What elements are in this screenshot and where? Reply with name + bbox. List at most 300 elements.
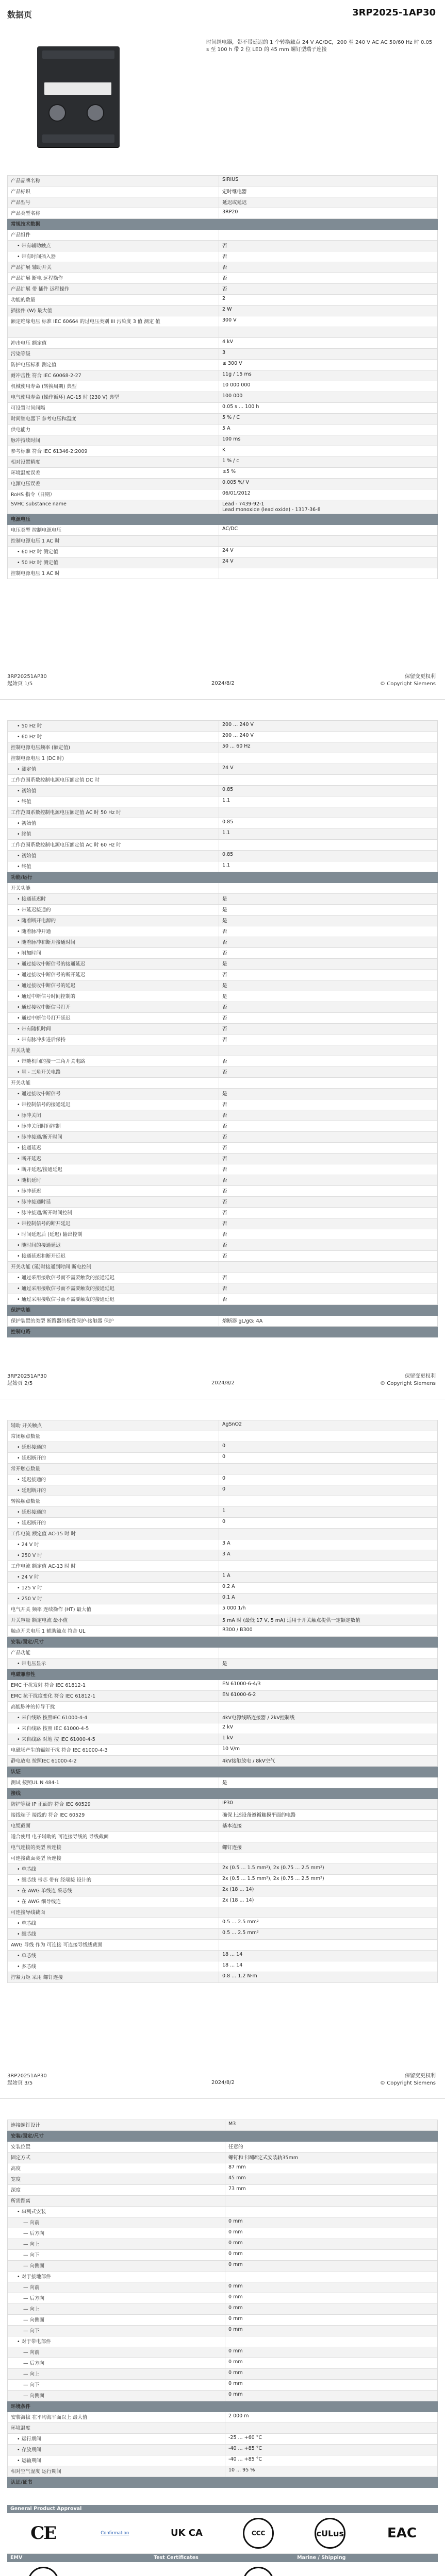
- spec-key: • 24 V 时: [8, 1572, 219, 1583]
- spec-key: • 带有脉冲步进后保持: [8, 1035, 219, 1045]
- spec-value: [219, 403, 438, 414]
- spec-row: [8, 948, 438, 959]
- spec-value: [219, 1327, 438, 1337]
- spec-value: [219, 926, 438, 937]
- section-header-row: [8, 514, 438, 525]
- spec-value: [225, 2304, 438, 2315]
- spec-value-text: 0.05 s ... 100 h: [222, 404, 259, 410]
- footer-date: 2024/8/2: [211, 2080, 235, 2086]
- spec-row: [8, 2326, 438, 2336]
- spec-key: • 终值: [8, 796, 219, 807]
- spec-value-text: 否: [222, 1124, 227, 1129]
- spec-value: [219, 1089, 438, 1099]
- spec-row: [8, 1507, 438, 1518]
- spec-row: [8, 1702, 438, 1713]
- spec-key: • 延迟接通的: [8, 1475, 219, 1485]
- spec-row: [8, 807, 438, 818]
- spec-value: [219, 1229, 438, 1240]
- spec-row: [8, 360, 438, 370]
- footer-product-number: 3RP20251AP30: [7, 674, 47, 680]
- spec-value: [219, 1648, 438, 1658]
- spec-value: [225, 2380, 438, 2391]
- spec-row: [8, 1594, 438, 1604]
- section-title: 环境条件: [8, 2401, 225, 2412]
- spec-row: [8, 1240, 438, 1251]
- spec-row: [8, 753, 438, 764]
- spec-value-text: 0: [222, 1443, 226, 1449]
- spec-value-text: 0.5 ... 2.5 mm²: [222, 1919, 259, 1925]
- spec-key: 脉冲持续时间: [8, 435, 219, 446]
- spec-key: 电气开关 频率 连续操作 (HT) 最大值: [8, 1604, 219, 1615]
- ccc-logo-icon: CCC: [243, 2518, 274, 2549]
- spec-value: [219, 1262, 438, 1273]
- spec-row: [8, 1143, 438, 1154]
- cert-header-emv: EMV: [10, 2555, 23, 2561]
- spec-row: [8, 2228, 438, 2239]
- spec-key: — 向上: [8, 2239, 225, 2250]
- spec-value: [219, 1550, 438, 1561]
- spec-row: [8, 1929, 438, 1940]
- spec-value: [219, 273, 438, 284]
- spec-value: [219, 1464, 438, 1475]
- spec-key: 静电放电 按照IEC 61000-4-2: [8, 1756, 219, 1767]
- spec-value-text: 3: [222, 350, 226, 355]
- spec-row: [8, 861, 438, 872]
- spec-row: [8, 1132, 438, 1143]
- section-header-row: [8, 1767, 438, 1777]
- spec-row: [8, 1864, 438, 1875]
- spec-key: SVHC substance name: [8, 500, 219, 514]
- spec-row: [8, 2207, 438, 2217]
- spec-key: 测试 按照UL N 484-1: [8, 1777, 219, 1788]
- spec-value-text: 0.2 A: [222, 1584, 235, 1589]
- page-footer: [7, 2073, 436, 2092]
- spec-value-text: 否: [222, 1221, 227, 1227]
- spec-key: • 带控制信号的接通延迟: [8, 1099, 219, 1110]
- spec-value: [219, 1637, 438, 1648]
- spec-value: [219, 1078, 438, 1089]
- spec-value: [225, 2131, 438, 2142]
- spec-key: • 在 AWG 细导线连: [8, 1896, 219, 1907]
- spec-row: [8, 1485, 438, 1496]
- section-title: 常规技术数据: [8, 219, 219, 230]
- spec-key: 产品扩展 辅助开关: [8, 262, 219, 273]
- spec-key: 所需距离: [8, 2196, 225, 2207]
- footer-right: [380, 1373, 436, 1387]
- page-1: [0, 0, 445, 700]
- spec-value-text: R300 / B300: [222, 1627, 253, 1633]
- spec-value-text: 是: [222, 896, 227, 902]
- section-title: 功能/运行: [8, 872, 219, 883]
- spec-key: • 延迟接通的: [8, 1442, 219, 1453]
- spec-value-text: AgSnO2: [222, 1421, 242, 1427]
- spec-key: • 随时间的接通延迟: [8, 1240, 219, 1251]
- spec-value: [219, 1175, 438, 1186]
- spec-value: [219, 1186, 438, 1197]
- spec-value: [219, 905, 438, 916]
- spec-value-text: 定时继电器: [222, 189, 247, 195]
- footer-product-number: 3RP20251AP30: [7, 1374, 47, 1379]
- spec-value: [219, 1283, 438, 1294]
- spec-value-text: 否: [222, 951, 227, 956]
- spec-key: 产品功能: [8, 1648, 219, 1658]
- spec-row: [8, 2369, 438, 2380]
- spec-key: — 向侧面: [8, 2391, 225, 2401]
- spec-row: [8, 2153, 438, 2163]
- spec-key: • 来自线路 对地 按 IEC 61000-4-5: [8, 1734, 219, 1745]
- spec-key: • 脉冲关闭时间控制: [8, 1121, 219, 1132]
- spec-value: [219, 1799, 438, 1810]
- spec-key: 机械使用寿命 (转换周期) 典型: [8, 381, 219, 392]
- section-title: 控制电路: [8, 1327, 219, 1337]
- spec-row: [8, 500, 438, 514]
- spec-value: [225, 2153, 438, 2163]
- spec-key: • 脉冲接通/断开时间: [8, 1132, 219, 1143]
- spec-value-text: 是: [222, 983, 227, 989]
- spec-value-text: 2x (18 ... 14): [222, 1897, 254, 1903]
- spec-key: • 通过中断信号打开延迟: [8, 1013, 219, 1024]
- footer-left: [7, 1373, 47, 1387]
- certificates-section: [7, 2505, 438, 2576]
- spec-key: 时间继电器下 参考电压和温度: [8, 414, 219, 425]
- spec-key: • 单芯线: [8, 1918, 219, 1929]
- spec-value: [219, 568, 438, 579]
- spec-row: [8, 2282, 438, 2293]
- spec-value: [219, 1788, 438, 1799]
- spec-value-text: 5 000 1/h: [222, 1605, 246, 1611]
- footer-page-number: 起始页 3/5: [7, 2080, 33, 2086]
- spec-value: [219, 1164, 438, 1175]
- spec-value: [219, 1669, 438, 1680]
- spec-key: 电气连接的类型 所连接: [8, 1842, 219, 1853]
- spec-row: [8, 894, 438, 905]
- spec-value: [219, 1853, 438, 1864]
- spec-value-text: 否: [222, 1275, 227, 1281]
- spec-row: [8, 2380, 438, 2391]
- spec-key: • 通过采用接收信号而不需要触发的接通延迟: [8, 1283, 219, 1294]
- cert-eac: [366, 2526, 438, 2541]
- spec-value-text: 5 A: [222, 426, 230, 431]
- spec-key: 产品品牌名称: [8, 176, 219, 187]
- spec-value: [219, 1035, 438, 1045]
- cert-row-2: [7, 2562, 438, 2576]
- spec-value-text: 4kV接触放电 / 8kV空气: [222, 1758, 275, 1764]
- spec-key: 触点开关电压 1 辅助触点 符合 UL: [8, 1626, 219, 1637]
- spec-value-text: 0: [222, 1476, 226, 1481]
- spec-value: [225, 2358, 438, 2369]
- spec-key: — 向前: [8, 2347, 225, 2358]
- spec-value-text: 18 ... 14: [222, 1962, 243, 1968]
- spec-value: [219, 284, 438, 295]
- spec-key: 开关功能: [8, 1078, 219, 1089]
- spec-row: [8, 197, 438, 208]
- spec-value-text: 300 V: [222, 317, 237, 323]
- spec-key: 连接螺钉设计: [8, 2120, 225, 2131]
- spec-value-text: 0 mm: [228, 2262, 243, 2267]
- spec-key: • 延迟断开的: [8, 1518, 219, 1529]
- cert-ul: [294, 2518, 366, 2549]
- spec-value: [219, 446, 438, 457]
- spec-value-text: 2x (0.5 ... 1.5 mm²), 2x (0.75 ... 2.5 mm²): [222, 1865, 324, 1871]
- spec-key: 环境温度: [8, 2423, 225, 2434]
- spec-key: • 通过采用接收信号而不需要触发的接通延迟: [8, 1294, 219, 1305]
- spec-value: [219, 1045, 438, 1056]
- spec-value: [219, 1907, 438, 1918]
- spec-value-text: 1 kV: [222, 1735, 234, 1741]
- spec-value-text: 螺钉连接: [222, 1845, 242, 1851]
- spec-row: [8, 2445, 438, 2455]
- spec-value-text: 10 V/m: [222, 1746, 240, 1752]
- spec-value: [219, 349, 438, 360]
- spec-value-text: 0 mm: [228, 2251, 243, 2257]
- spec-value-text: 否: [222, 1253, 227, 1259]
- spec-key: • 初始值: [8, 818, 219, 829]
- spec-row: [8, 295, 438, 306]
- spec-value: [225, 2163, 438, 2174]
- spec-value: [225, 2477, 438, 2488]
- spec-value: [219, 894, 438, 905]
- spec-key: 相对空气湿度 运行期间: [8, 2466, 225, 2477]
- spec-value-text: 10 ... 95 %: [228, 2467, 255, 2473]
- spec-key: • 初始值: [8, 851, 219, 861]
- function-knob: [87, 104, 104, 122]
- spec-value-text: SIRIUS: [222, 177, 239, 182]
- section-title: 保护功能: [8, 1305, 219, 1316]
- spec-row: [8, 338, 438, 349]
- spec-key: 控制电源电压 1 AC 时: [8, 568, 219, 579]
- spec-key: 拧紧力矩 采用 螺钉连接: [8, 1972, 219, 1983]
- header-product-number: 3RP2025-1AP30: [352, 7, 436, 18]
- spec-row: [8, 1262, 438, 1273]
- spec-value-text: 0 mm: [228, 2229, 243, 2235]
- spec-key: 相对设置精度: [8, 457, 219, 468]
- spec-key: • 存放期间: [8, 2445, 225, 2455]
- spec-key: 产品型号: [8, 197, 219, 208]
- footer-page-number: 起始页 2/5: [7, 1381, 33, 1386]
- product-image-area: [8, 32, 194, 161]
- spec-value: [219, 1702, 438, 1713]
- spec-value-text: 否: [222, 1145, 227, 1151]
- spec-value-text: 0.85: [222, 787, 234, 792]
- spec-key: — 向前: [8, 2217, 225, 2228]
- spec-value: [225, 2336, 438, 2347]
- section-title: 认证: [8, 1767, 219, 1777]
- spec-key: • 带有随机时间: [8, 1024, 219, 1035]
- spec-row: [8, 991, 438, 1002]
- spec-value: [219, 732, 438, 742]
- spec-value: [219, 219, 438, 230]
- spec-row: [8, 1002, 438, 1013]
- spec-key: • 细芯线: [8, 1929, 219, 1940]
- spec-value-text: EN 61000-6-2: [222, 1692, 256, 1698]
- spec-value-text: AC/DC: [222, 526, 238, 532]
- spec-row: [8, 557, 438, 568]
- spec-value: [219, 1002, 438, 1013]
- confirmation-link[interactable]: Confirmation: [101, 2531, 129, 2536]
- page-3: [0, 1399, 445, 2099]
- spec-value: [219, 1154, 438, 1164]
- footer-right: [380, 673, 436, 688]
- product-description: 时间继电器，带不带延迟的 1 个转换触点 24 V AC/DC，200 至 240 V AC AC 50/60 Hz 时 0.05 s 至 100 h 带 2 位 LED 的 45 mm 螺钉型端子连接: [206, 40, 433, 53]
- spec-value: [219, 479, 438, 489]
- spec-row: [8, 568, 438, 579]
- header-title: 数据页: [7, 10, 32, 20]
- spec-row: [8, 284, 438, 295]
- spec-key: • 断开延迟/接通延迟: [8, 1164, 219, 1175]
- spec-key: 安装海拔 在平均海平面以上 最大值: [8, 2412, 225, 2423]
- spec-key: 高能脉冲的传导干扰: [8, 1702, 219, 1713]
- spec-row: [8, 547, 438, 557]
- spec-value-text: 100 ms: [222, 436, 241, 442]
- spec-value: [219, 1420, 438, 1431]
- spec-key: 冲击电压 额定值: [8, 338, 219, 349]
- spec-value-text: 0 mm: [228, 2218, 243, 2224]
- spec-key: — 向下: [8, 2250, 225, 2261]
- spec-row: [8, 1756, 438, 1767]
- spec-value-text: 是: [222, 907, 227, 913]
- spec-key: • 125 V 时: [8, 1583, 219, 1594]
- spec-value-text: 0.85: [222, 852, 234, 857]
- spec-row: [8, 489, 438, 500]
- spec-value: [225, 2207, 438, 2217]
- spec-key: — 向下: [8, 2326, 225, 2336]
- spec-row: [8, 1821, 438, 1832]
- spec-value-text: 0 mm: [228, 2283, 243, 2289]
- spec-value-text: 3 A: [222, 1551, 230, 1557]
- spec-value-text: 0.005 %/ V: [222, 480, 249, 485]
- spec-value-text: 0 mm: [228, 2348, 243, 2354]
- section-header-row: [8, 2131, 438, 2142]
- section-header-row: [8, 872, 438, 883]
- footer-date: 2024/8/2: [211, 681, 235, 686]
- spec-value: [219, 1121, 438, 1132]
- spec-key: • 通过接收中断信号的断开延迟: [8, 970, 219, 980]
- spec-row: [8, 1626, 438, 1637]
- spec-value: [219, 1777, 438, 1788]
- spec-row: [8, 2466, 438, 2477]
- spec-value: [219, 1864, 438, 1875]
- spec-value: [219, 796, 438, 807]
- spec-value: [225, 2391, 438, 2401]
- spec-key: • 附加时间: [8, 948, 219, 959]
- spec-key: — 后方向: [8, 2228, 225, 2239]
- spec-value-text: 0 mm: [228, 2240, 243, 2246]
- spec-row: [8, 926, 438, 937]
- spec-value: [219, 525, 438, 536]
- spec-row: [8, 1561, 438, 1572]
- spec-value: [219, 1940, 438, 1951]
- spec-key: • 终值: [8, 829, 219, 840]
- spec-row: [8, 1154, 438, 1164]
- spec-row: [8, 1842, 438, 1853]
- spec-row: [8, 1110, 438, 1121]
- spec-key: • 单芯线: [8, 1951, 219, 1961]
- spec-value: [219, 980, 438, 991]
- spec-row: [8, 1035, 438, 1045]
- cert-header-general-label: General Product Approval: [10, 2506, 82, 2512]
- spec-value: [225, 2250, 438, 2261]
- spec-key: • 来自线路 按照IEC 61000-4-4: [8, 1713, 219, 1723]
- spec-value: [219, 1615, 438, 1626]
- spec-row: [8, 1658, 438, 1669]
- spec-value: [219, 916, 438, 926]
- spec-key: 产品组件: [8, 230, 219, 241]
- spec-value: [225, 2261, 438, 2272]
- spec-row: [8, 251, 438, 262]
- spec-row: [8, 479, 438, 489]
- spec-value: [219, 241, 438, 251]
- spec-value-text: 否: [222, 1199, 227, 1205]
- spec-value-text: 否: [222, 1113, 227, 1118]
- footer-date: 2024/8/2: [211, 1380, 235, 1386]
- spec-value-text: 熔断器 gL/gG: 4A: [222, 1318, 263, 1324]
- spec-value: [219, 1972, 438, 1983]
- cert-ccc: [223, 2518, 294, 2549]
- spec-row: [8, 1810, 438, 1821]
- spec-key: • 带延迟接通的: [8, 905, 219, 916]
- spec-value: [219, 959, 438, 970]
- section-header-row: [8, 2401, 438, 2412]
- spec-key: 安装位置: [8, 2142, 225, 2153]
- spec-value: [219, 187, 438, 197]
- spec-value-text: 否: [222, 1026, 227, 1032]
- spec-row: [8, 1186, 438, 1197]
- spec-row: [8, 775, 438, 786]
- spec-value-text: EN 61000-6-4/3: [222, 1681, 261, 1687]
- spec-value-text: 0 mm: [228, 2305, 243, 2311]
- spec-key: • 断开延迟: [8, 1154, 219, 1164]
- spec-value-text: 否: [222, 1005, 227, 1010]
- spec-row: [8, 1648, 438, 1658]
- spec-value-text: 否: [222, 1286, 227, 1292]
- spec-row: [8, 1045, 438, 1056]
- spec-row: [8, 1013, 438, 1024]
- spec-value-text: 否: [222, 254, 227, 260]
- spec-value-text: 否: [222, 1189, 227, 1194]
- spec-key: 宽度: [8, 2174, 225, 2185]
- spec-value: [219, 1529, 438, 1539]
- spec-row: [8, 2336, 438, 2347]
- spec-value-text: 否: [222, 1178, 227, 1183]
- spec-value-text: 是: [222, 1661, 227, 1667]
- footer-product-number: 3RP20251AP30: [7, 2073, 47, 2079]
- footer-copyright: © Copyright Siemens: [380, 681, 436, 687]
- spec-row: [8, 370, 438, 381]
- spec-value: [219, 360, 438, 370]
- terminal-row-top: [42, 50, 114, 59]
- spec-key: 耐冲击性 符合 IEC 60068-2-27: [8, 370, 219, 381]
- spec-value: [219, 1453, 438, 1464]
- spec-value: [219, 230, 438, 241]
- ce-logo-icon: CE: [30, 2523, 56, 2544]
- spec-value-text: 否: [222, 1156, 227, 1162]
- spec-table-page-3: [7, 1420, 438, 1983]
- spec-key: 可连接截面类型 所连接: [8, 1853, 219, 1864]
- spec-row: [8, 732, 438, 742]
- spec-value-text: 18 ... 14: [222, 1952, 243, 1957]
- spec-value: [219, 1208, 438, 1218]
- spec-key: • 带有时间插入器: [8, 251, 219, 262]
- spec-row: [8, 2423, 438, 2434]
- ukca-logo-icon: UK CA: [170, 2528, 203, 2538]
- spec-value: [225, 2466, 438, 2477]
- spec-row: [8, 851, 438, 861]
- spec-key: • 随着脉冲开通: [8, 926, 219, 937]
- spec-value-text: 否: [222, 940, 227, 945]
- spec-key: 接线端子 接线的 符合 IEC 60529: [8, 1810, 219, 1821]
- spec-value-text: 1.1: [222, 830, 230, 836]
- footer-rights: 保留变更权利: [405, 2073, 436, 2079]
